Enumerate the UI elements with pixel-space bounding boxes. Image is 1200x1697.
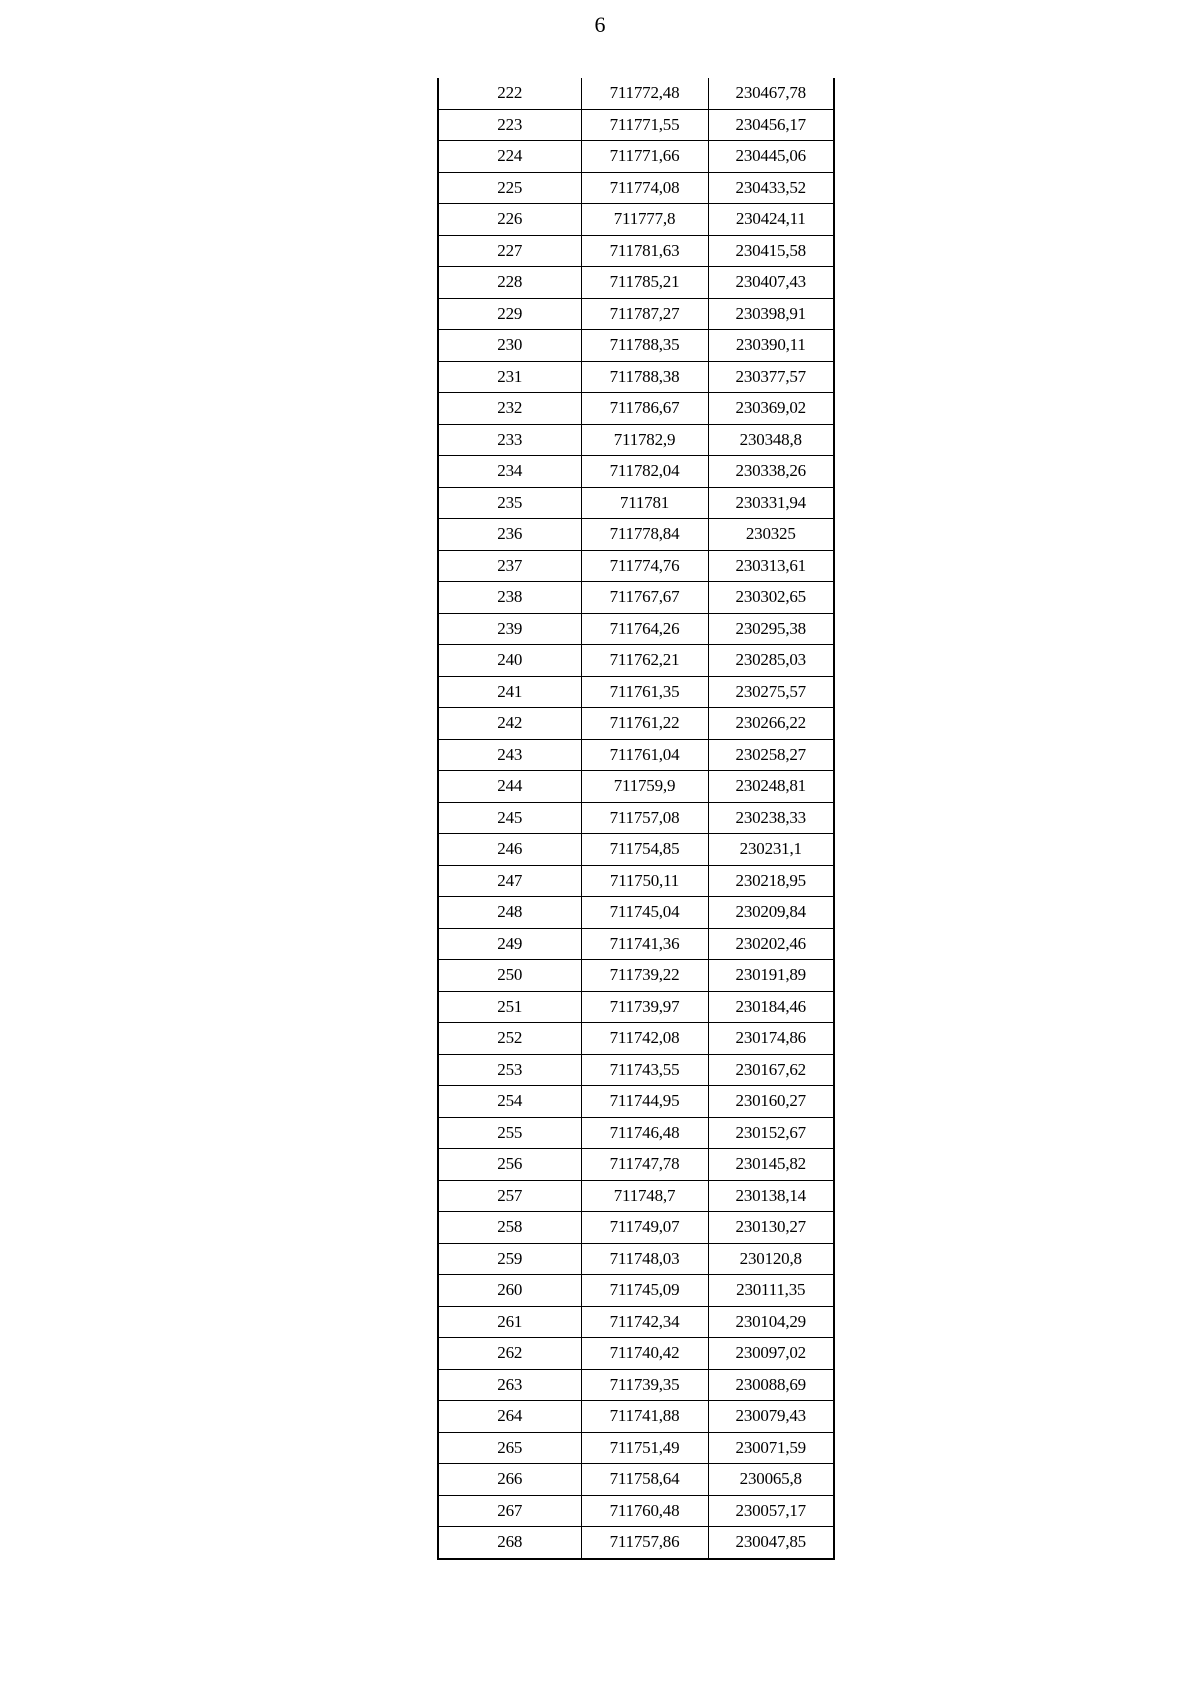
- point-number-cell: 267: [438, 1495, 581, 1527]
- table-row: [438, 1527, 834, 1559]
- x-coordinate-cell: 711754,85: [581, 834, 708, 866]
- y-coordinate-cell: 230097,02: [708, 1338, 834, 1370]
- table-row: [438, 141, 834, 173]
- x-coordinate-cell: 711741,36: [581, 928, 708, 960]
- y-coordinate-cell: 230313,61: [708, 550, 834, 582]
- y-coordinate-cell: 230209,84: [708, 897, 834, 929]
- x-coordinate-cell: 711771,66: [581, 141, 708, 173]
- y-coordinate-cell: 230398,91: [708, 298, 834, 330]
- point-number-cell: 266: [438, 1464, 581, 1496]
- x-coordinate-cell: 711742,34: [581, 1306, 708, 1338]
- table-row: [438, 204, 834, 236]
- table-row: [438, 172, 834, 204]
- table-row: [438, 613, 834, 645]
- y-coordinate-cell: 230174,86: [708, 1023, 834, 1055]
- y-coordinate-cell: 230348,8: [708, 424, 834, 456]
- point-number-cell: 247: [438, 865, 581, 897]
- table-row: [438, 267, 834, 299]
- x-coordinate-cell: 711751,49: [581, 1432, 708, 1464]
- table-row: [438, 928, 834, 960]
- y-coordinate-cell: 230266,22: [708, 708, 834, 740]
- x-coordinate-cell: 711742,08: [581, 1023, 708, 1055]
- point-number-cell: 252: [438, 1023, 581, 1055]
- point-number-cell: 264: [438, 1401, 581, 1433]
- table-row: [438, 1464, 834, 1496]
- x-coordinate-cell: 711750,11: [581, 865, 708, 897]
- table-row: [438, 298, 834, 330]
- x-coordinate-cell: 711761,35: [581, 676, 708, 708]
- y-coordinate-cell: 230424,11: [708, 204, 834, 236]
- table-row: [438, 771, 834, 803]
- point-number-cell: 236: [438, 519, 581, 551]
- y-coordinate-cell: 230302,65: [708, 582, 834, 614]
- x-coordinate-cell: 711762,21: [581, 645, 708, 677]
- point-number-cell: 261: [438, 1306, 581, 1338]
- point-number-cell: 242: [438, 708, 581, 740]
- point-number-cell: 224: [438, 141, 581, 173]
- x-coordinate-cell: 711745,09: [581, 1275, 708, 1307]
- table-row: [438, 645, 834, 677]
- y-coordinate-cell: 230138,14: [708, 1180, 834, 1212]
- x-coordinate-cell: 711774,76: [581, 550, 708, 582]
- y-coordinate-cell: 230369,02: [708, 393, 834, 425]
- x-coordinate-cell: 711741,88: [581, 1401, 708, 1433]
- x-coordinate-cell: 711781,63: [581, 235, 708, 267]
- table-row: [438, 1117, 834, 1149]
- y-coordinate-cell: 230065,8: [708, 1464, 834, 1496]
- point-number-cell: 238: [438, 582, 581, 614]
- x-coordinate-cell: 711739,97: [581, 991, 708, 1023]
- x-coordinate-cell: 711788,35: [581, 330, 708, 362]
- table-row: [438, 1338, 834, 1370]
- table-row: [438, 1086, 834, 1118]
- point-number-cell: 263: [438, 1369, 581, 1401]
- table-row: [438, 456, 834, 488]
- y-coordinate-cell: 230047,85: [708, 1527, 834, 1559]
- y-coordinate-cell: 230445,06: [708, 141, 834, 173]
- y-coordinate-cell: 230390,11: [708, 330, 834, 362]
- y-coordinate-cell: 230285,03: [708, 645, 834, 677]
- point-number-cell: 254: [438, 1086, 581, 1118]
- y-coordinate-cell: 230331,94: [708, 487, 834, 519]
- table-row: [438, 1023, 834, 1055]
- x-coordinate-cell: 711771,55: [581, 109, 708, 141]
- y-coordinate-cell: 230325: [708, 519, 834, 551]
- x-coordinate-cell: 711782,04: [581, 456, 708, 488]
- table-row: [438, 519, 834, 551]
- point-number-cell: 227: [438, 235, 581, 267]
- y-coordinate-cell: 230467,78: [708, 78, 834, 109]
- table-row: [438, 1212, 834, 1244]
- point-number-cell: 246: [438, 834, 581, 866]
- point-number-cell: 243: [438, 739, 581, 771]
- table-row: [438, 802, 834, 834]
- point-number-cell: 233: [438, 424, 581, 456]
- x-coordinate-cell: 711749,07: [581, 1212, 708, 1244]
- x-coordinate-cell: 711739,22: [581, 960, 708, 992]
- table-row: [438, 897, 834, 929]
- point-number-cell: 260: [438, 1275, 581, 1307]
- x-coordinate-cell: 711743,55: [581, 1054, 708, 1086]
- x-coordinate-cell: 711774,08: [581, 172, 708, 204]
- point-number-cell: 240: [438, 645, 581, 677]
- table-row: [438, 487, 834, 519]
- point-number-cell: 231: [438, 361, 581, 393]
- point-number-cell: 253: [438, 1054, 581, 1086]
- point-number-cell: 259: [438, 1243, 581, 1275]
- table-row: [438, 960, 834, 992]
- x-coordinate-cell: 711739,35: [581, 1369, 708, 1401]
- point-number-cell: 225: [438, 172, 581, 204]
- y-coordinate-cell: 230191,89: [708, 960, 834, 992]
- x-coordinate-cell: 711748,7: [581, 1180, 708, 1212]
- y-coordinate-cell: 230057,17: [708, 1495, 834, 1527]
- coordinates-table-body: [438, 78, 834, 1559]
- table-row: [438, 991, 834, 1023]
- table-row: [438, 708, 834, 740]
- table-row: [438, 1401, 834, 1433]
- point-number-cell: 258: [438, 1212, 581, 1244]
- y-coordinate-cell: 230415,58: [708, 235, 834, 267]
- page-number: 6: [594, 12, 606, 37]
- point-number-cell: 228: [438, 267, 581, 299]
- y-coordinate-cell: 230079,43: [708, 1401, 834, 1433]
- table-row: [438, 582, 834, 614]
- x-coordinate-cell: 711757,08: [581, 802, 708, 834]
- table-row: [438, 865, 834, 897]
- x-coordinate-cell: 711761,04: [581, 739, 708, 771]
- y-coordinate-cell: 230088,69: [708, 1369, 834, 1401]
- point-number-cell: 234: [438, 456, 581, 488]
- x-coordinate-cell: 711748,03: [581, 1243, 708, 1275]
- table-row: [438, 1054, 834, 1086]
- point-number-cell: 268: [497, 1532, 523, 1552]
- point-number-cell: 265: [438, 1432, 581, 1464]
- y-coordinate-cell: 230152,67: [708, 1117, 834, 1149]
- x-coordinate-cell: 711787,27: [581, 298, 708, 330]
- point-number-cell: 222: [438, 78, 581, 109]
- table-row: [438, 1369, 834, 1401]
- x-coordinate-cell: 711746,48: [581, 1117, 708, 1149]
- point-number-cell: 249: [438, 928, 581, 960]
- x-coordinate-cell: 711777,8: [581, 204, 708, 236]
- x-coordinate-cell: 711786,67: [581, 393, 708, 425]
- x-coordinate-cell: 711772,48: [581, 78, 708, 109]
- table-row: [438, 1495, 834, 1527]
- x-coordinate-cell: 711747,78: [581, 1149, 708, 1181]
- y-coordinate-cell: 230167,62: [708, 1054, 834, 1086]
- point-number-cell: 223: [438, 109, 581, 141]
- x-coordinate-cell: 711760,48: [581, 1495, 708, 1527]
- y-coordinate-cell: 230104,29: [708, 1306, 834, 1338]
- y-coordinate-cell: 230130,27: [708, 1212, 834, 1244]
- y-coordinate-cell: 230120,8: [708, 1243, 834, 1275]
- y-coordinate-cell: 230295,38: [708, 613, 834, 645]
- y-coordinate-cell: 230433,52: [708, 172, 834, 204]
- table-row: [438, 676, 834, 708]
- point-number-cell: 256: [438, 1149, 581, 1181]
- point-number-cell: 255: [438, 1117, 581, 1149]
- table-row: [438, 1243, 834, 1275]
- table-row: [438, 78, 834, 109]
- point-number-cell: 241: [438, 676, 581, 708]
- y-coordinate-cell: 230145,82: [708, 1149, 834, 1181]
- x-coordinate-cell: 711788,38: [581, 361, 708, 393]
- table-row: [438, 235, 834, 267]
- point-number-cell: 244: [438, 771, 581, 803]
- y-coordinate-cell: 230218,95: [708, 865, 834, 897]
- y-coordinate-cell: 230258,27: [708, 739, 834, 771]
- point-number-cell: 248: [438, 897, 581, 929]
- table-row: [438, 109, 834, 141]
- y-coordinate-cell: 230377,57: [708, 361, 834, 393]
- coordinates-table: [437, 78, 835, 1560]
- y-coordinate-cell: 230231,1: [708, 834, 834, 866]
- point-number-cell: 250: [438, 960, 581, 992]
- y-coordinate-cell: 230407,43: [708, 267, 834, 299]
- point-number-cell: 251: [438, 991, 581, 1023]
- y-coordinate-cell: 230160,27: [708, 1086, 834, 1118]
- table-row: [438, 361, 834, 393]
- x-coordinate-cell: 711758,64: [581, 1464, 708, 1496]
- point-number-cell: 235: [438, 487, 581, 519]
- point-number-cell: 237: [438, 550, 581, 582]
- y-coordinate-cell: 230071,59: [708, 1432, 834, 1464]
- x-coordinate-cell: 711785,21: [581, 267, 708, 299]
- table-row: [438, 424, 834, 456]
- point-number-cell: 230: [438, 330, 581, 362]
- y-coordinate-cell: 230275,57: [708, 676, 834, 708]
- table-row: [438, 1180, 834, 1212]
- y-coordinate-cell: 230111,35: [708, 1275, 834, 1307]
- x-coordinate-cell: 711767,67: [581, 582, 708, 614]
- table-row: [438, 834, 834, 866]
- table-row: [438, 393, 834, 425]
- table-row: [438, 1432, 834, 1464]
- point-number-cell: 262: [438, 1338, 581, 1370]
- x-coordinate-cell: 711778,84: [581, 519, 708, 551]
- point-number-cell: 232: [438, 393, 581, 425]
- y-coordinate-cell: 230456,17: [708, 109, 834, 141]
- y-coordinate-cell: 230202,46: [708, 928, 834, 960]
- point-number-cell: 229: [438, 298, 581, 330]
- x-coordinate-cell: 711782,9: [581, 424, 708, 456]
- x-coordinate-cell: 711764,26: [581, 613, 708, 645]
- table-row: [438, 330, 834, 362]
- x-coordinate-cell: 711745,04: [581, 897, 708, 929]
- x-coordinate-cell: 711761,22: [581, 708, 708, 740]
- point-number-cell: 226: [438, 204, 581, 236]
- y-coordinate-cell: 230238,33: [708, 802, 834, 834]
- x-coordinate-cell: 711744,95: [581, 1086, 708, 1118]
- point-number-cell: 257: [438, 1180, 581, 1212]
- table-row: [438, 739, 834, 771]
- x-coordinate-cell: 711740,42: [581, 1338, 708, 1370]
- table-row: [438, 1275, 834, 1307]
- x-coordinate-cell: 711781: [581, 487, 708, 519]
- y-coordinate-cell: 230338,26: [708, 456, 834, 488]
- x-coordinate-cell: 711757,86: [581, 1527, 708, 1559]
- x-coordinate-cell: 711759,9: [581, 771, 708, 803]
- y-coordinate-cell: 230248,81: [708, 771, 834, 803]
- table-row: [438, 1306, 834, 1338]
- y-coordinate-cell: 230184,46: [708, 991, 834, 1023]
- table-row: [438, 1149, 834, 1181]
- table-row: [438, 550, 834, 582]
- point-number-cell: 239: [438, 613, 581, 645]
- point-number-cell: 245: [438, 802, 581, 834]
